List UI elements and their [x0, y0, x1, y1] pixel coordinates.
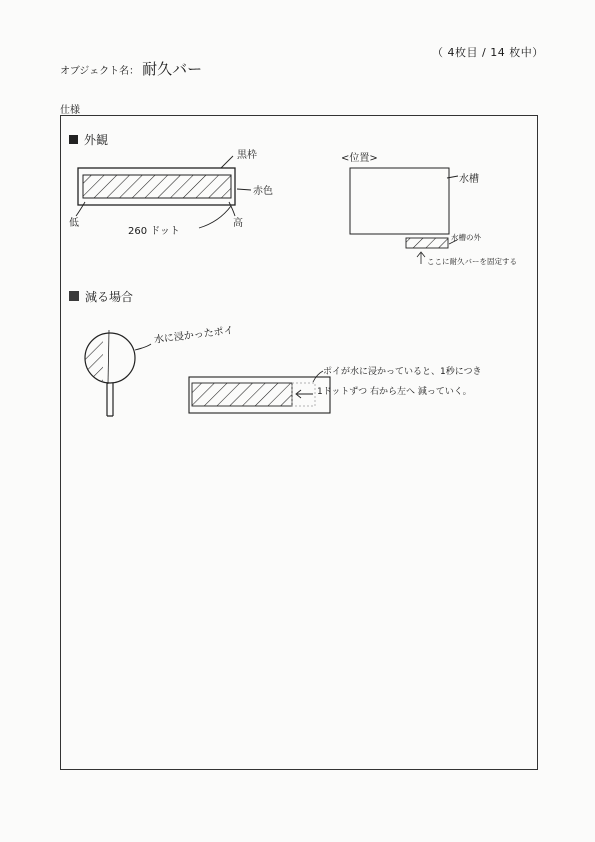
decrease-desc-line2: 1ドットずつ 右から左へ 減っていく。 [317, 387, 472, 397]
appearance-title: 外観 [84, 133, 109, 147]
label-low: 低 [69, 218, 79, 229]
label-high: 高 [233, 218, 243, 229]
tank-bar [406, 238, 448, 248]
leader-poi [135, 344, 151, 350]
poi-sketch [81, 330, 135, 416]
durability-bar-sketch [78, 168, 235, 205]
label-tank: 水槽 [459, 174, 479, 185]
tank-rectangle [350, 168, 449, 234]
label-tank-outside: 水槽の外 [451, 233, 481, 242]
spec-label: 仕様 [60, 105, 80, 116]
object-name-label: オブジェクト名： [60, 66, 140, 77]
object-name-value: 耐久バー [142, 60, 203, 78]
leader-black-frame [221, 156, 233, 168]
position-title: <位置> [341, 153, 378, 164]
position-note: ここに耐久バーを固定する [427, 257, 517, 266]
arrow-left-icon [296, 390, 313, 398]
arrow-up-icon [417, 252, 425, 264]
decrease-title: 減る場合 [85, 290, 134, 304]
leader-width [199, 206, 231, 228]
label-red: 赤色 [253, 186, 273, 197]
sketch-drawings [61, 116, 539, 771]
leader-red [237, 189, 251, 190]
bullet-square-icon-2 [69, 291, 79, 301]
spec-box [60, 115, 538, 770]
decreasing-bar-sketch [189, 377, 330, 413]
object-name-row [60, 58, 202, 79]
label-width: 260 ドット [128, 226, 180, 237]
bar-red-fill [83, 175, 231, 198]
label-poi: 水に浸かったポイ [153, 325, 235, 346]
decrease-desc-line1: ポイが水に浸かっていると、1秒につき [323, 367, 482, 377]
label-black-frame: 黒枠 [237, 150, 257, 161]
page-counter: （ 4枚目 / 14 枚中） [432, 46, 544, 59]
